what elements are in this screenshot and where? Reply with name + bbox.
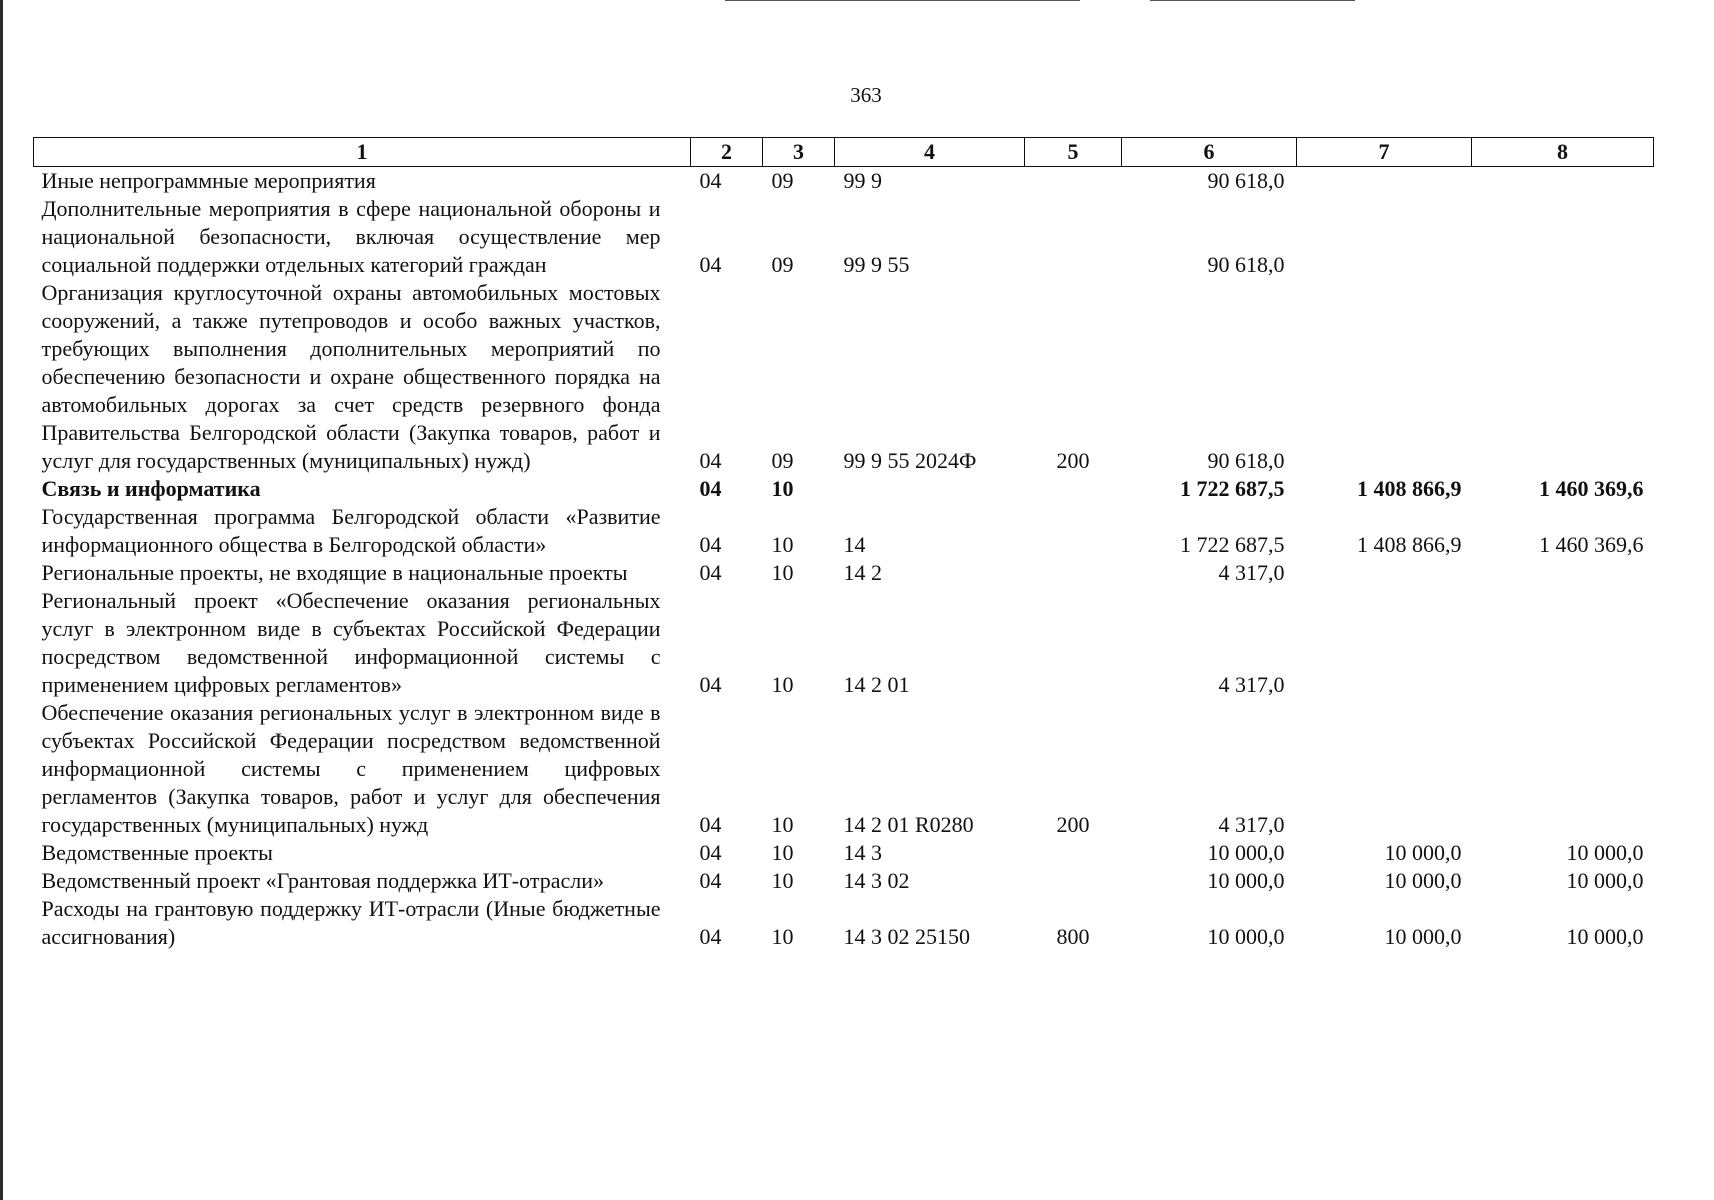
cell-amount-7 (1297, 279, 1472, 475)
cell-subsection: 10 (771, 924, 794, 949)
cell-amount-7: 1 408 866,9 (1357, 532, 1462, 557)
cell-amount-6: 4 317,0 (1218, 560, 1285, 585)
cell-amount-6: 10 000,0 (1207, 868, 1285, 893)
cell-expense-type (1025, 195, 1122, 279)
cell-amount-8: 1 460 369,6 (1539, 532, 1644, 557)
cell-amount-6: 10 000,0 (1207, 924, 1285, 949)
cell-amount-6: 90 618,0 (1207, 448, 1285, 473)
cell-amount-8 (1472, 699, 1654, 839)
row-description: Ведомственный проект «Грантовая поддержка ИТ-отрасли» (41, 868, 604, 893)
column-header: 1 (34, 138, 691, 167)
cell-amount-7 (1297, 195, 1472, 279)
cell-target-article: 14 2 (843, 560, 882, 585)
cell-target-article: 14 3 02 25150 (843, 924, 970, 949)
cell-amount-8 (1472, 559, 1654, 587)
table-row (34, 475, 1654, 503)
scan-top-rule (1150, 0, 1355, 1)
cell-target-article: 99 9 55 2024Ф (843, 448, 977, 473)
cell-amount-8: 10 000,0 (1566, 924, 1644, 949)
cell-target-article: 14 3 02 (843, 868, 910, 893)
cell-section: 04 (699, 168, 722, 193)
cell-expense-type (1025, 587, 1122, 699)
table-row (34, 559, 1654, 587)
cell-subsection: 10 (771, 560, 794, 585)
cell-amount-8: 10 000,0 (1566, 868, 1644, 893)
table-row (34, 195, 1654, 279)
scan-top-rule (725, 0, 1080, 1)
cell-amount-6: 1 722 687,5 (1180, 532, 1285, 557)
table-row (34, 839, 1654, 867)
cell-amount-7: 10 000,0 (1384, 840, 1462, 865)
cell-amount-7: 10 000,0 (1384, 868, 1462, 893)
cell-amount-6: 90 618,0 (1207, 252, 1285, 277)
cell-target-article: 99 9 (843, 168, 882, 193)
table-body (34, 167, 1654, 952)
cell-expense-type (1025, 559, 1122, 587)
cell-target-article: 14 2 01 R0280 (843, 812, 974, 837)
cell-amount-8 (1472, 587, 1654, 699)
cell-section: 04 (699, 560, 722, 585)
budget-table (33, 137, 1654, 951)
cell-amount-8 (1472, 195, 1654, 279)
page-edge (0, 0, 3, 1200)
column-header: 8 (1472, 138, 1654, 167)
cell-expense-type: 200 (1056, 812, 1090, 837)
table-header (34, 138, 1654, 167)
table-row (34, 167, 1654, 196)
cell-section: 04 (699, 532, 722, 557)
cell-section: 04 (699, 924, 722, 949)
cell-expense-type (1025, 475, 1122, 503)
cell-subsection: 10 (771, 840, 794, 865)
cell-target-article: 14 3 (843, 840, 882, 865)
row-description: Региональные проекты, не входящие в национальные проекты (41, 560, 628, 585)
table-row (34, 503, 1654, 559)
cell-subsection: 10 (771, 812, 794, 837)
table-row (34, 587, 1654, 699)
cell-section: 04 (699, 672, 722, 697)
cell-section: 04 (699, 868, 722, 893)
row-description: Связь и информатика (41, 476, 261, 501)
row-description: Дополнительные мероприятия в сфере национальной обороны и национальной безопасности, включая осуществление мер социальной поддержки отдельных категорий граждан (41, 196, 661, 277)
column-header: 3 (763, 138, 835, 167)
column-header: 7 (1297, 138, 1472, 167)
row-description: Ведомственные проекты (41, 840, 273, 865)
column-header: 4 (835, 138, 1025, 167)
cell-target-article: 99 9 55 (843, 252, 910, 277)
cell-subsection: 10 (771, 532, 794, 557)
cell-amount-8: 10 000,0 (1566, 840, 1644, 865)
column-header: 5 (1025, 138, 1122, 167)
cell-amount-7: 1 408 866,9 (1357, 476, 1462, 501)
row-description: Иные непрограммные мероприятия (41, 168, 376, 193)
cell-target-article (835, 475, 1025, 503)
cell-amount-7 (1297, 699, 1472, 839)
cell-amount-7: 10 000,0 (1384, 924, 1462, 949)
cell-section: 04 (699, 252, 722, 277)
cell-amount-7 (1297, 587, 1472, 699)
table-row (34, 279, 1654, 475)
cell-subsection: 10 (771, 476, 794, 501)
cell-subsection: 09 (771, 168, 794, 193)
cell-expense-type: 800 (1056, 924, 1090, 949)
cell-target-article: 14 2 01 (843, 672, 910, 697)
cell-subsection: 09 (771, 252, 794, 277)
cell-section: 04 (699, 476, 722, 501)
cell-subsection: 10 (771, 868, 794, 893)
cell-section: 04 (699, 840, 722, 865)
cell-amount-6: 90 618,0 (1207, 168, 1285, 193)
column-header: 2 (691, 138, 763, 167)
cell-amount-8 (1472, 279, 1654, 475)
row-description: Государственная программа Белгородской области «Развитие информационного общества в Белгородской области» (41, 504, 661, 557)
row-description: Региональный проект «Обеспечение оказания региональных услуг в электронном виде в субъектах Российской Федерации посредством ведомственной информационной системы с применением цифровых регламентов» (41, 588, 661, 697)
cell-target-article: 14 (843, 532, 866, 557)
cell-amount-6: 1 722 687,5 (1180, 476, 1285, 501)
table-row (34, 867, 1654, 895)
cell-amount-7 (1297, 559, 1472, 587)
table-row (34, 699, 1654, 839)
row-description: Расходы на грантовую поддержку ИТ-отрасли (Иные бюджетные ассигнования) (41, 896, 661, 949)
cell-subsection: 09 (771, 448, 794, 473)
cell-section: 04 (699, 812, 722, 837)
cell-amount-8 (1472, 167, 1654, 196)
cell-subsection: 10 (771, 672, 794, 697)
cell-amount-6: 4 317,0 (1218, 812, 1285, 837)
header-row (34, 138, 1654, 167)
table-row (34, 895, 1654, 951)
cell-expense-type (1025, 503, 1122, 559)
cell-amount-6: 10 000,0 (1207, 840, 1285, 865)
row-description: Организация круглосуточной охраны автомобильных мостовых сооружений, а также путепроводов и особо важных участков, требующих выполнения дополнительных мероприятий по обеспечению безопасности и охране общественного порядка на автомобильных дорогах за счет средств резервного фонда Правительства Белгородской области (Закупка товаров, работ и услуг для государственных (муниципальных) нужд) (41, 280, 661, 473)
column-header: 6 (1122, 138, 1297, 167)
cell-expense-type (1025, 867, 1122, 895)
cell-expense-type: 200 (1056, 448, 1090, 473)
cell-amount-7 (1297, 167, 1472, 196)
page-number: 363 (850, 83, 882, 107)
row-description: Обеспечение оказания региональных услуг в электронном виде в субъектах Российской Федерации посредством ведомственной информационной системы с применением цифровых регламентов (Закупка товаров, работ и услуг для обеспечения государственных (муниципальных) нужд (41, 700, 661, 837)
cell-expense-type (1025, 839, 1122, 867)
cell-expense-type (1025, 167, 1122, 196)
cell-section: 04 (699, 448, 722, 473)
cell-amount-6: 4 317,0 (1218, 672, 1285, 697)
cell-amount-8: 1 460 369,6 (1539, 476, 1644, 501)
